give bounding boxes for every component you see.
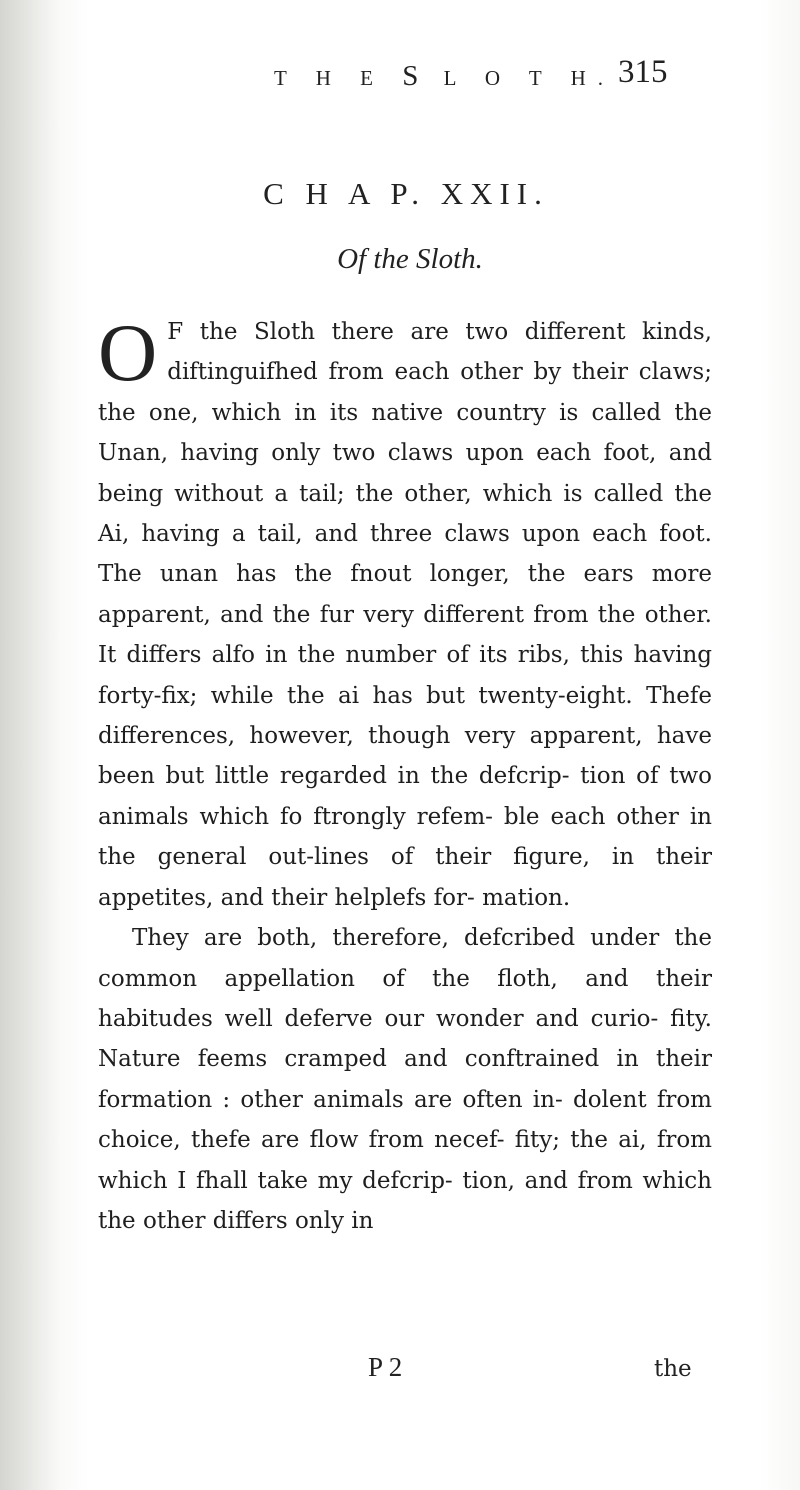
running-title [274,60,615,93]
running-title-rest: L O T H. [426,66,616,90]
paragraph-1 [98,307,712,918]
drop-cap: O [98,307,158,398]
running-title-lead: T H E [274,66,403,90]
page-number: 315 [618,54,668,90]
paragraph-1-text: F the Sloth there are two different kinds, diftinguifhed from each other by their claws; the one, which in its native country is called the Unan, having only two claws upon each foot, and being without a tail; the other, which is called the Ai, having a tail, and three claws upon each foot. The unan has the fnout longer, the ears more apparent, and the fur very different from the other. It differs alfo in the number of its ribs, this having forty-fix; while the ai has but twenty-eight. Thefe differences, however, though very apparent, have been but little regarded in the defcrip- tion of two animals which fo ftrongly refem- ble each other in the general out-lines of their figure, in their appetites, and their helplefs for- mation. [98,319,712,911]
chapter-subtitle: Of the Sloth. [337,243,483,275]
catchword: the [654,1356,692,1382]
chapter-heading: C H A P. XXII. [263,176,549,211]
gutter-shadow [0,0,60,1490]
paragraph-2: They are both, therefore, defcribed under the common appellation of the floth, and their habitudes well deferve our wonder and curio- fity. Nature feems cramped and conftrained in their formation : other animals are often in- dolent from choice, thefe are flow from necef- fity; the ai, from which I fhall take my defcrip- tion, and from which the other differs only in [98,925,712,1234]
signature-mark: P 2 [368,1352,403,1382]
page-footer [0,1352,800,1392]
body-text [98,307,712,1241]
running-title-initial: S [402,60,427,92]
running-head [0,54,800,100]
